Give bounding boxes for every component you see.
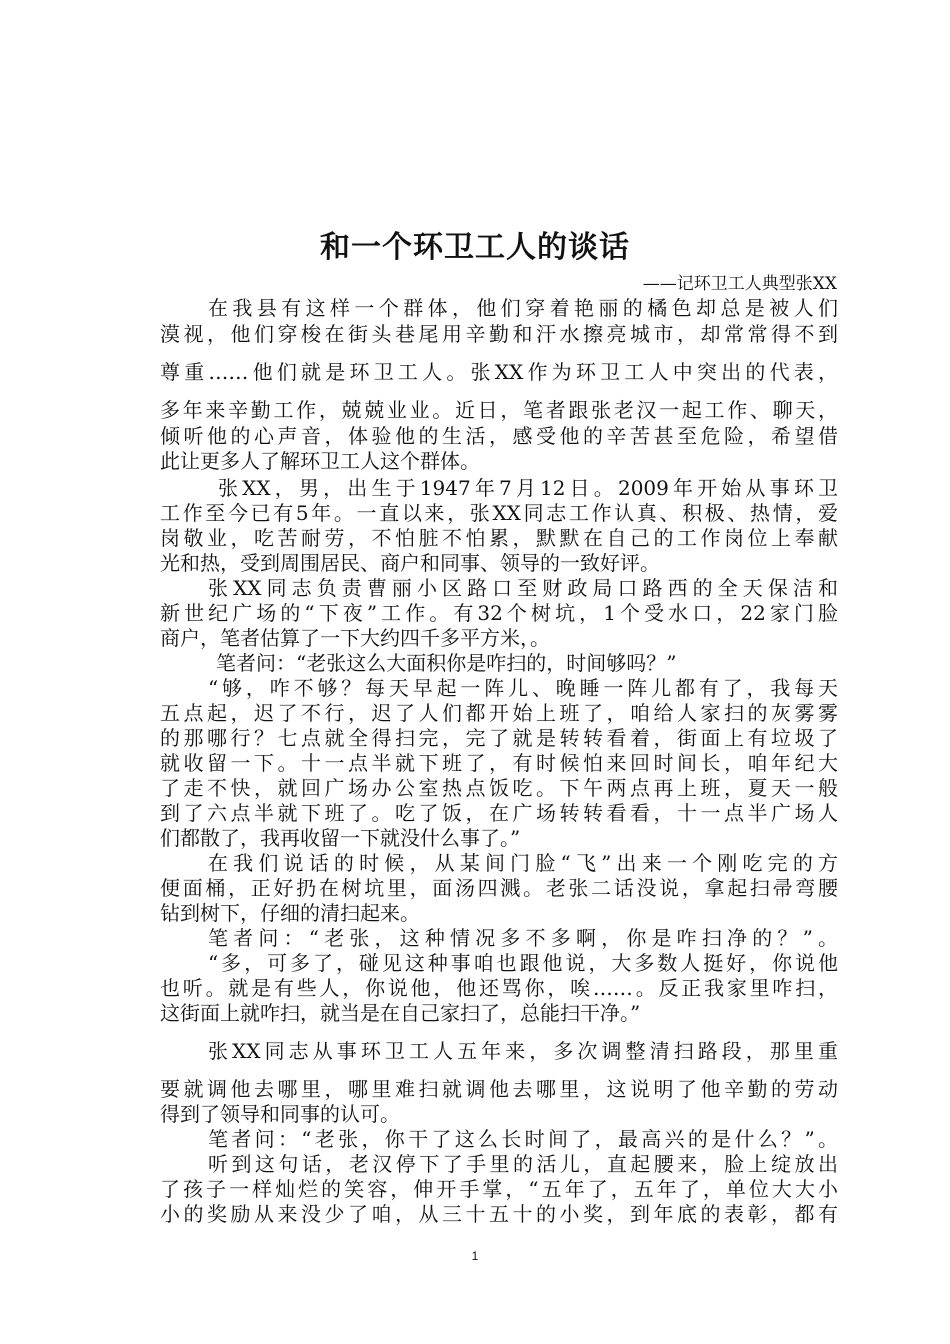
paragraph-line: 新世纪广场的“下夜”工作。有32个树坑，1个受水口，22家门脸: [160, 601, 838, 625]
paragraph-line: 笔者问：“老张，这种情况多不多啊，你是咋扫净的？”。: [208, 926, 838, 950]
paragraph-line: 笔者问：“老张，你干了这么长时间了，最高兴的是什么？”。: [208, 1127, 838, 1151]
paragraph-line: 笔者问：“老张这么大面积你是咋扫的，时间够吗？”: [216, 651, 677, 675]
paragraph-line: “够，咋不够？每天早起一阵儿、晚睡一阵儿都有了，我每天: [208, 676, 838, 700]
paragraph-line: 得到了领导和同事的认可。: [160, 1102, 400, 1126]
paragraph-line: 了走不快，就回广场办公室热点饭吃。下午两点再上班，夏天一般: [160, 776, 838, 800]
paragraph-line: 光和热，受到周围居民、商户和同事、领导的一致好评。: [160, 551, 660, 575]
paragraph-line: 们都散了，我再收留一下就没什么事了。”: [160, 826, 521, 850]
paragraph-line: 张XX，男，出生于1947年7月12日。2009年开始从事环卫: [218, 476, 838, 500]
paragraph-line: 要就调他去哪里，哪里难扫就调他去哪里，这说明了他辛勤的劳动: [160, 1077, 838, 1101]
paragraph-line: 的那哪行？七点就全得扫完，完了就是转转看着，街面上有垃圾了: [160, 726, 838, 750]
paragraph-line: 到了六点半就下班了。吃了饭，在广场转转看看，十一点半广场人: [160, 801, 838, 825]
paragraph-line: 在我县有这样一个群体，他们穿着艳丽的橘色却总是被人们: [208, 296, 838, 320]
document-title: 和一个环卫工人的谈话: [320, 230, 630, 265]
page-number: 1: [471, 1249, 479, 1263]
paragraph-line: 岗敬业，吃苦耐劳，不怕脏不怕累，默默在自己的工作岗位上奉献: [160, 526, 838, 550]
paragraph-line: 听到这句话，老汉停下了手里的活儿，直起腰来，脸上绽放出: [208, 1152, 838, 1176]
paragraph-line: 商户，笔者估算了一下大约四千多平方米，。: [160, 626, 550, 650]
document-subtitle: ——记环卫工人典型张XX: [642, 274, 837, 294]
paragraph-line: 这街面上就咋扫，就当是在自己家扫了，总能扫干净。”: [160, 1001, 641, 1025]
paragraph-line: 漠视，他们穿梭在街头巷尾用辛勤和汗水擦亮城市，却常常得不到: [160, 322, 838, 346]
paragraph-line: 就收留一下。十一点半就下班了，有时候怕来回时间长，咱年纪大: [160, 751, 838, 775]
paragraph-line: 工作至今已有5年。一直以来，张XX同志工作认真、积极、热情，爱: [160, 501, 838, 525]
paragraph-line: 多年来辛勤工作，兢兢业业。近日，笔者跟张老汉一起工作、聊天，: [160, 398, 838, 422]
paragraph-line: 钻到树下，仔细的清扫起来。: [160, 901, 420, 925]
paragraph-line: 此让更多人了解环卫工人这个群体。: [160, 449, 480, 473]
paragraph-line: 张XX同志从事环卫工人五年来，多次调整清扫路段，那里重: [208, 1039, 838, 1063]
paragraph-line: 了孩子一样灿烂的笑容，伸开手掌，“五年了，五年了，单位大大小: [160, 1177, 838, 1201]
paragraph-line: 也听。就是有些人，你说他，他还骂你，唉……。反正我家里咋扫，: [160, 976, 838, 1000]
paragraph-line: “多，可多了，碰见这种事咱也跟他说，大多数人挺好，你说他: [208, 951, 838, 975]
paragraph-line: 小的奖励从来没少了咱，从三十五十的小奖，到年底的表彰，都有: [160, 1202, 838, 1226]
paragraph-line: 尊重……他们就是环卫工人。张XX作为环卫工人中突出的代表，: [160, 360, 838, 384]
paragraph-line: 五点起，迟了不行，迟了人们都开始上班了，咱给人家扫的灰雾雾: [160, 701, 838, 725]
paragraph-line: 便面桶，正好扔在树坑里，面汤四溅。老张二话没说，拿起扫帚弯腰: [160, 876, 838, 900]
paragraph-line: 张XX同志负责曹丽小区路口至财政局口路西的全天保洁和: [208, 576, 838, 600]
paragraph-line: 倾听他的心声音，体验他的生活，感受他的辛苦甚至危险，希望借: [160, 424, 838, 448]
paragraph-line: 在我们说话的时候，从某间门脸“飞”出来一个刚吃完的方: [208, 851, 838, 875]
